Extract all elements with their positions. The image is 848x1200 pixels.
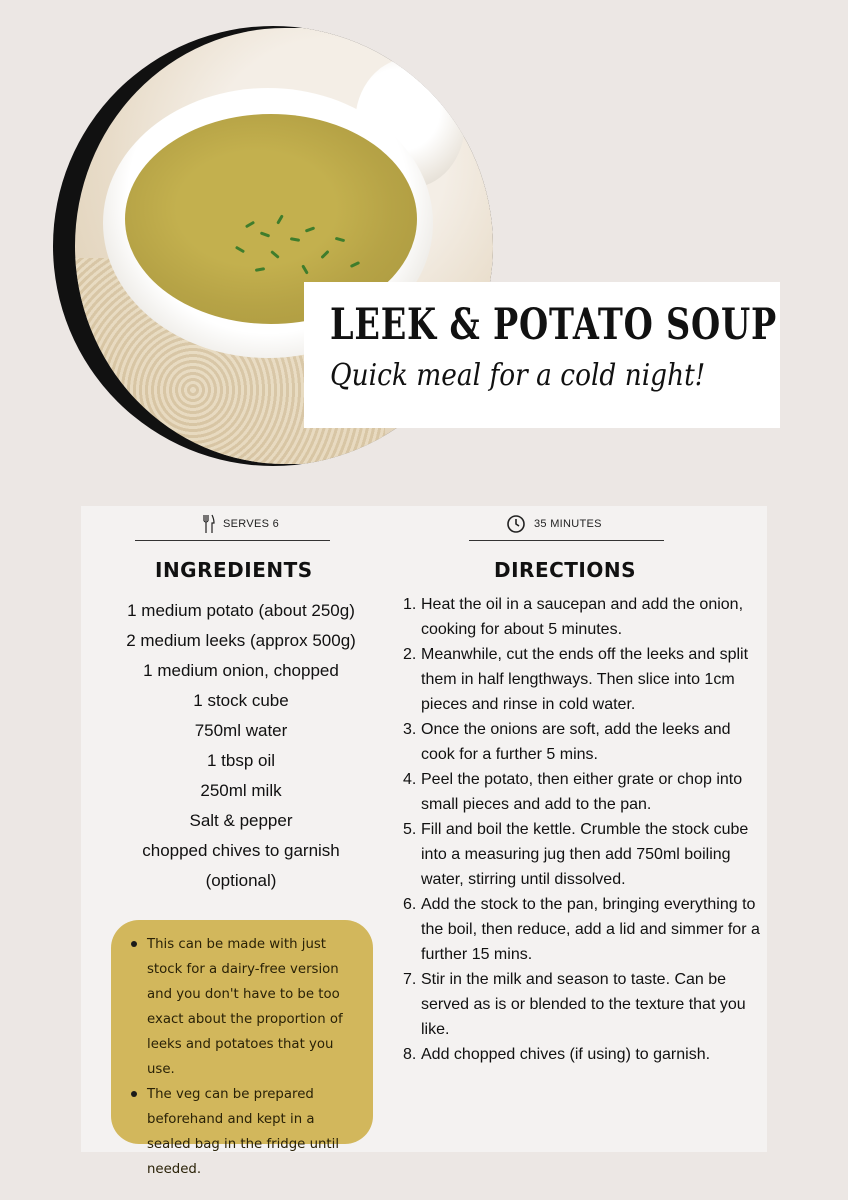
step-text: Add chopped chives (if using) to garnish. bbox=[421, 1046, 711, 1063]
ingredient-item: Salt & pepper bbox=[189, 811, 293, 830]
ingredient-item: 1 stock cube bbox=[193, 691, 289, 710]
step-text: Add the stock to the pan, bringing everything to the boil, then reduce, add a lid and simmer for a further 15 mins. bbox=[421, 896, 760, 963]
tips-note bbox=[111, 920, 373, 1177]
ingredient-item: 750ml water bbox=[194, 721, 288, 740]
recipe-panel bbox=[81, 506, 767, 1177]
ingredient-item: 1 medium onion, chopped bbox=[143, 661, 339, 680]
step-number: 6. bbox=[403, 896, 417, 913]
directions-list bbox=[403, 592, 763, 1067]
direction-step bbox=[403, 592, 763, 642]
ingredient-item: 2 medium leeks (approx 500g) bbox=[126, 631, 356, 650]
step-text: Once the onions are soft, add the leeks and cook for a further 5 mins. bbox=[421, 721, 731, 763]
step-number: 1. bbox=[403, 596, 417, 613]
ingredient-item: (optional) bbox=[205, 871, 277, 890]
ingredient-item: 250ml milk bbox=[200, 781, 282, 800]
step-number: 2. bbox=[403, 646, 417, 663]
clock-icon bbox=[506, 514, 526, 534]
ingredient-item: 1 medium potato (about 250g) bbox=[127, 601, 355, 620]
step-number: 8. bbox=[403, 1046, 417, 1063]
direction-step bbox=[403, 967, 763, 1042]
directions-heading: DIRECTIONS bbox=[494, 558, 637, 582]
step-text: Meanwhile, cut the ends off the leeks and split them in half lengthways. Then slice into 1cm pieces and rinse in cold water. bbox=[421, 646, 749, 713]
direction-step bbox=[403, 892, 763, 967]
step-text: Fill and boil the kettle. Crumble the stock cube into a measuring jug then add 750ml boiling water, stirring until dissolved. bbox=[421, 821, 749, 888]
ingredients-heading: INGREDIENTS bbox=[155, 558, 313, 582]
direction-step bbox=[403, 817, 763, 892]
ingredient-item: chopped chives to garnish bbox=[142, 841, 340, 860]
direction-step bbox=[403, 642, 763, 717]
tip-item: The veg can be prepared beforehand and kept in a sealed bag in the fridge until needed. bbox=[127, 1082, 359, 1182]
recipe-title: LEEK & POTATO SOUP bbox=[330, 300, 778, 350]
direction-step bbox=[403, 1042, 763, 1067]
step-number: 4. bbox=[403, 771, 417, 788]
recipe-subtitle: Quick meal for a cold night! bbox=[330, 357, 706, 393]
ingredient-item: 1 tbsp oil bbox=[206, 751, 276, 770]
serves-label: SERVES 6 bbox=[223, 518, 280, 530]
direction-step bbox=[403, 767, 763, 817]
fork-knife-icon bbox=[203, 514, 215, 534]
step-number: 3. bbox=[403, 721, 417, 738]
step-text: Peel the potato, then either grate or chop into small pieces and add to the pan. bbox=[421, 771, 743, 813]
time-divider bbox=[469, 540, 664, 541]
time-info bbox=[506, 514, 602, 534]
step-number: 7. bbox=[403, 971, 417, 988]
title-card bbox=[304, 282, 780, 428]
ingredients-list bbox=[97, 596, 385, 896]
serves-divider bbox=[135, 540, 330, 541]
step-number: 5. bbox=[403, 821, 417, 838]
step-text: Stir in the milk and season to taste. Can be served as is or blended to the texture that you like. bbox=[421, 971, 746, 1038]
tip-item: This can be made with just stock for a dairy-free version and you don't have to be too exact about the proportion of leeks and potatoes that you use. bbox=[127, 932, 359, 1082]
direction-step bbox=[403, 717, 763, 767]
step-text: Heat the oil in a saucepan and add the onion, cooking for about 5 minutes. bbox=[421, 596, 744, 638]
serves-info bbox=[203, 514, 279, 534]
time-label: 35 MINUTES bbox=[534, 518, 602, 530]
